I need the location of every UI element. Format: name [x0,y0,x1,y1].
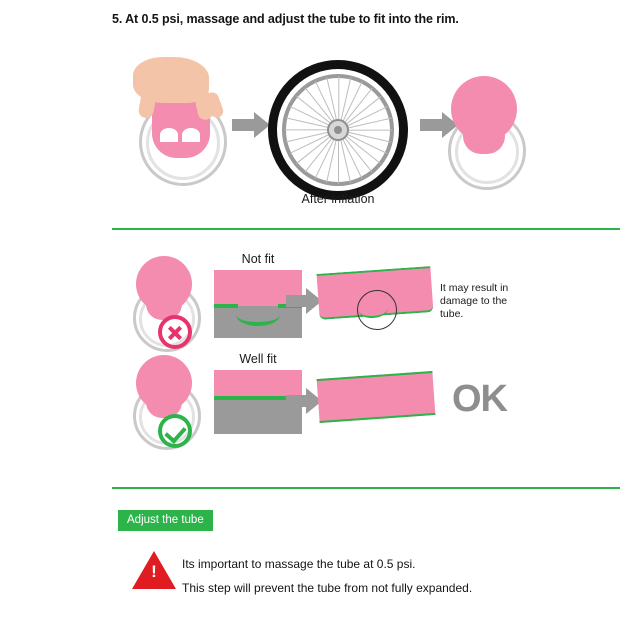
page-title: 5. At 0.5 psi, massage and adjust the tube to fit into the rim. [112,12,459,26]
ok-label: OK [452,378,507,420]
tube-layer [214,370,302,396]
divider [112,487,620,489]
tube-layer [214,270,302,294]
check-icon [158,414,192,448]
divider [112,228,620,230]
green-edge [214,304,238,308]
warning-triangle-icon [132,551,176,589]
after-inflation-caption: After inflation [301,192,375,206]
wheel-axle-icon [334,126,342,134]
tube-highlight [182,128,200,142]
tube-band [317,371,436,423]
tube-highlight [160,128,178,142]
warning-exclamation: ! [151,562,157,581]
footer-note-line-1: Its important to massage the tube at 0.5 psi. [182,557,416,571]
well-fit-label: Well fit [239,352,277,366]
status-badge: Adjust the tube [118,510,213,531]
damage-note: It may result in damage to the tube. [440,282,509,321]
cross-icon [158,315,192,349]
footer-note-line-2: This step will prevent the tube from not fully expanded. [182,581,473,595]
not-fit-label: Not fit [241,252,275,266]
green-edge-curve [236,304,280,326]
highlight-circle-icon [357,290,397,330]
